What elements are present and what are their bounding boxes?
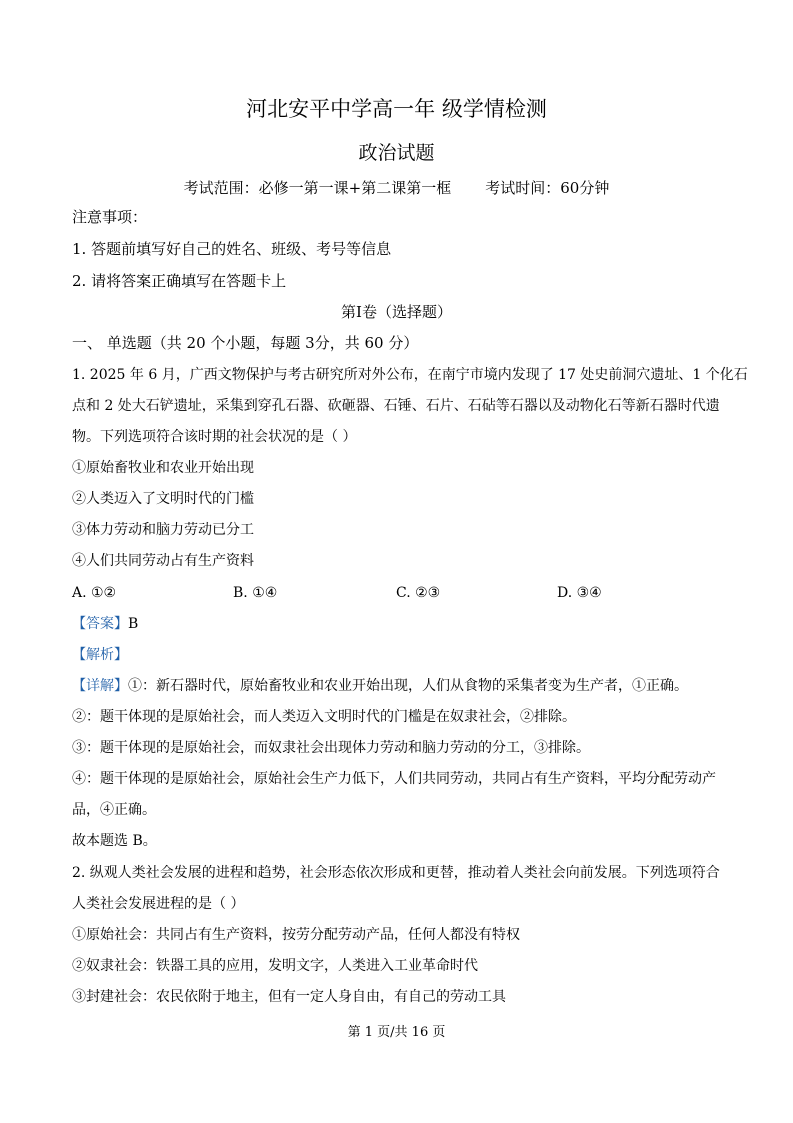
q1-stem-line-2: 点和 2 处大石铲遗址，采集到穿孔石器、砍砸器、石锤、石片、石砧等石器以及动物化石等新石器时代遗	[72, 398, 720, 414]
answer-value: B	[128, 616, 139, 632]
q1-detail-line-1	[72, 676, 688, 696]
detail-text: ①：新石器时代，原始畜牧业和农业开始出现，人们从食物的采集者变为生产者，①正确。	[128, 678, 688, 694]
q2-statement-3: ③封建社会：农民依附于地主，但有一定人身自由，有自己的劳动工具	[72, 989, 506, 1005]
notice-heading: 注意事项：	[72, 208, 148, 226]
exam-time: 考试时间：60分钟	[485, 179, 610, 197]
q1-answer	[72, 614, 138, 634]
q1-option-d: D. ③④	[557, 585, 602, 601]
section-title: 一、 单选题（共 20 个小题，每题 3分，共 60 分）	[72, 334, 419, 352]
q1-detail-line-3: ③：题干体现的是原始社会，而奴隶社会出现体力劳动和脑力劳动的分工，③排除。	[72, 740, 590, 756]
answer-tag: 【答案】	[72, 616, 128, 632]
q2-stem-line-2: 人类社会发展进程的是（ ）	[72, 896, 245, 912]
q1-detail-line-6: 故本题选 B。	[72, 833, 157, 849]
q1-option-b: B. ①④	[233, 585, 278, 601]
q1-detail-line-2: ②：题干体现的是原始社会，而人类迈入文明时代的门槛是在奴隶社会，②排除。	[72, 709, 576, 725]
detail-tag: 【详解】	[72, 678, 128, 694]
exam-title: 河北安平中学高一年 级学情检测	[246, 97, 547, 121]
page-footer: 第 1 页/共 16 页	[347, 1025, 446, 1040]
notice-item-1: 1. 答题前填写好自己的姓名、班级、考号等信息	[72, 240, 392, 258]
analysis-tag: 【解析】	[72, 647, 128, 663]
q1-stem-line-1: 1. 2025 年 6 月，广西文物保护与考古研究所对外公布，在南宁市境内发现了 17 处史前洞穴遗址、1 个化石	[72, 367, 748, 383]
q1-detail-line-5: 品，④正确。	[72, 802, 156, 818]
q1-stem-line-3: 物。下列选项符合该时期的社会状况的是（ ）	[72, 429, 357, 445]
q1-statement-2: ②人类迈入了文明时代的门槛	[72, 491, 254, 507]
q1-analysis	[72, 645, 128, 665]
q1-statement-4: ④人们共同劳动占有生产资料	[72, 553, 254, 569]
q2-statement-1: ①原始社会：共同占有生产资料，按劳分配劳动产品，任何人都没有特权	[72, 927, 520, 943]
volume-title: 第Ⅰ卷（选择题）	[341, 303, 452, 321]
exam-scope: 考试范围：必修一第一课+第二课第一框	[183, 179, 452, 197]
q2-stem-line-1: 2. 纵观人类社会发展的进程和趋势，社会形态依次形成和更替，推动着人类社会向前发展。下列选项符合	[72, 865, 720, 881]
q1-option-a: A. ①②	[72, 585, 117, 601]
q1-detail-line-4: ④：题干体现的是原始社会，原始社会生产力低下，人们共同劳动，共同占有生产资料，平均分配劳动产	[72, 771, 716, 787]
q1-statement-3: ③体力劳动和脑力劳动已分工	[72, 522, 254, 538]
q2-statement-2: ②奴隶社会：铁器工具的应用，发明文字，人类进入工业革命时代	[72, 958, 478, 974]
notice-item-2: 2. 请将答案正确填写在答题卡上	[72, 272, 287, 290]
exam-subtitle: 政治试题	[358, 142, 435, 164]
q1-option-c: C. ②③	[396, 585, 441, 601]
q1-statement-1: ①原始畜牧业和农业开始出现	[72, 460, 254, 476]
exam-meta	[0, 178, 793, 198]
